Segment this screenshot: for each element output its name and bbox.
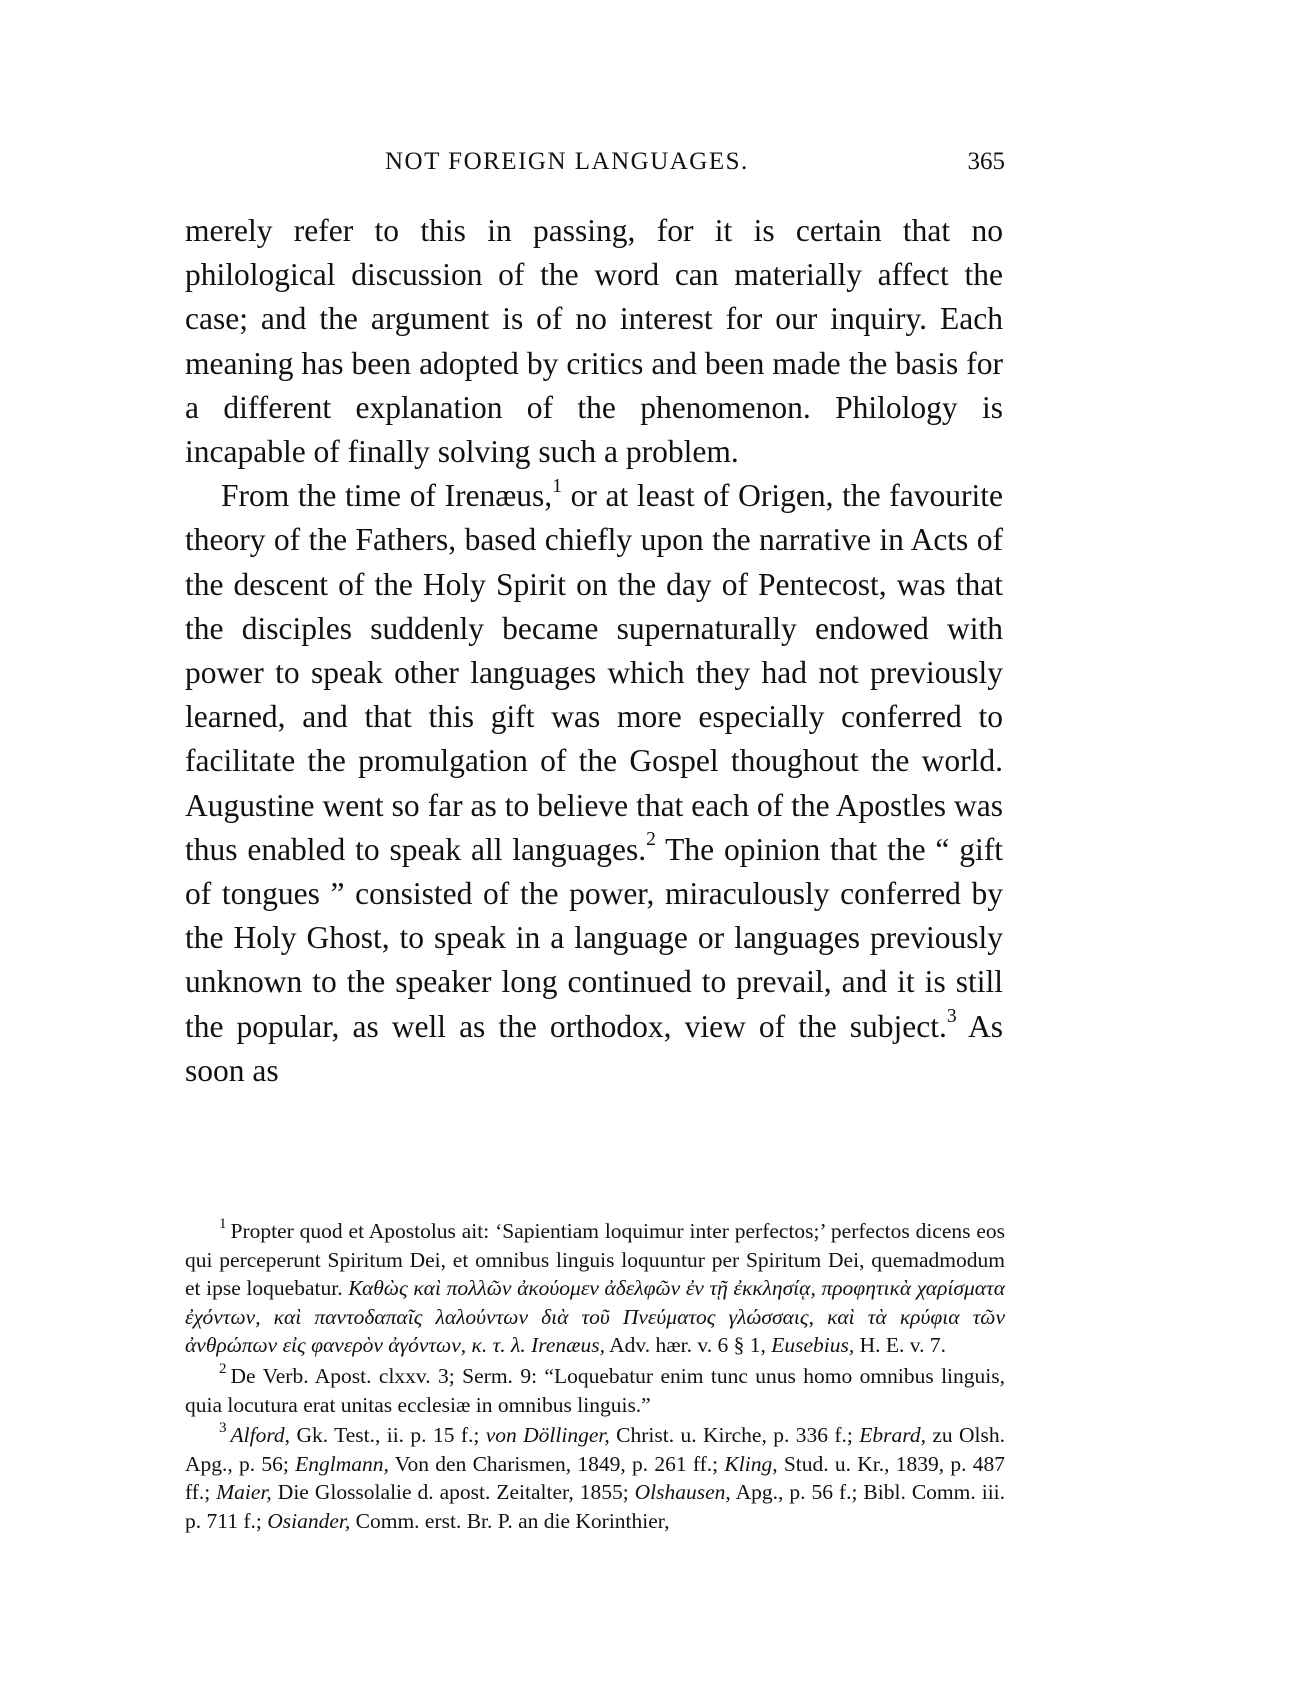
paragraph-continued: merely refer to this in passing, for it is certain that no philological discussion of the word can materially affect the case; and the argument is of no interest for our inquiry. Each meaning has been adopted by critics and been made the basis for a different explanation of the phenomenon. Philology is incapable of finally solving such a problem. [185, 213, 1003, 470]
footnote-author: Osiander, [267, 1508, 351, 1533]
footnote-author: Alford, [230, 1423, 291, 1448]
footnote-author: Kling, [724, 1451, 778, 1476]
footnote-author: Maier, [216, 1480, 272, 1505]
body-text [185, 209, 1003, 1093]
footnote-citation: Apg., p. 56 f.; Bibl. Comm. iii. p. 711 f.; [185, 1480, 1006, 1533]
footnote-text: Propter quod et Apostolus ait: ‘Sapientiam loquimur inter perfectos;’ perfectos dicens eos qui perceperunt Spiritum Dei, et omnibus linguis loquuntur per Spiritum Dei, quemadmodum et ipse loquebatur. [185, 1219, 1005, 1301]
footnote-citation: H. E. v. 7. [854, 1333, 946, 1358]
footnote-citation: Christ. u. Kirche, p. 336 f.; [609, 1423, 853, 1448]
footnote-author: Eusebius, [771, 1333, 855, 1358]
footnote-reference: 3 [946, 1006, 957, 1028]
footnote-citation: Gk. Test., ii. p. 15 f.; [290, 1423, 480, 1448]
footnote-marker: 2 [219, 1360, 227, 1377]
footnote-author: Ebrard, [859, 1423, 926, 1448]
footnotes [185, 1217, 1005, 1538]
footnote-citation: Comm. erst. Br. P. an die Korinthier, [350, 1508, 670, 1533]
footnote-citation: Von den Charismen, 1849, p. 261 ff.; [388, 1451, 719, 1476]
running-title: NOT FOREIGN LANGUAGES. [385, 148, 749, 175]
footnote-author: von Döllinger, [485, 1423, 610, 1448]
footnote-marker: 1 [219, 1215, 227, 1232]
footnote-reference: 1 [552, 475, 562, 497]
paragraph-text: The opinion that the “ gift of tongues ” consisted of the power, miraculously conferred by the Holy Ghost, to speak in a language or languages previously unknown to the speaker long continued to prevail, and it is still the popular, as well as the orthodox, view of the subject. [185, 831, 1003, 1044]
footnote-reference: 2 [646, 829, 656, 851]
footnote-author: Irenæus, [531, 1333, 605, 1358]
footnote-2 [185, 1362, 1005, 1419]
footnote-citation: Stud. u. Kr., 1839, p. 487 ff.; [185, 1451, 1006, 1505]
footnote-author: Englmann, [295, 1451, 389, 1476]
paragraph-fathers-theory [185, 474, 1003, 1093]
footnote-citation: zu Olsh. Apg., p. 56; [185, 1423, 1006, 1476]
footnote-marker: 3 [219, 1419, 227, 1436]
footnote-citation: Adv. hær. v. 6 § 1, [604, 1333, 766, 1358]
page-header [185, 148, 1005, 182]
paragraph-text: or at least of Origen, the favourite theory of the Fathers, based chiefly upon the narrative in Acts of the descent of the Holy Spirit on the day of Pentecost, was that the disciples suddenly became supernaturally endowed with power to speak other languages which they had not previously learned, and that this gift was more especially conferred to facilitate the promulgation of the Gospel thoughout the world. Augustine went so far as to believe that each of the Apostles was thus enabled to speak all languages. [185, 478, 1003, 867]
paragraph-text: As soon as [185, 1008, 1003, 1088]
footnote-1 [185, 1217, 1005, 1360]
footnote-3 [185, 1421, 1005, 1535]
footnote-greek-quote: Καθὼς καὶ πολλῶν ἀκούομεν ἀδελφῶν ἐν τῇ ἐκκλησίᾳ, προφητικὰ χαρίσματα ἐχόντων, καὶ παντοδαπαῖς λαλούντων διὰ τοῦ Πνεύματος γλώσσαις, καὶ τὰ κρύφια τῶν ἀνθρώπων εἰς φανερὸν ἀγόντων, κ. τ. λ. [185, 1276, 1006, 1358]
footnote-text: De Verb. Apost. clxxv. 3; Serm. 9: “Loquebatur enim tunc unus homo omnibus linguis, quia locutura erat unitas ecclesiæ in omnibus linguis.” [185, 1363, 1005, 1417]
paragraph-text: From the time of Irenæus, [221, 478, 553, 514]
page-number: 365 [967, 148, 1005, 175]
footnote-author: Olshausen, [634, 1480, 731, 1505]
footnote-citation: Die Glossolalie d. apost. Zeitalter, 1855; [271, 1480, 629, 1505]
